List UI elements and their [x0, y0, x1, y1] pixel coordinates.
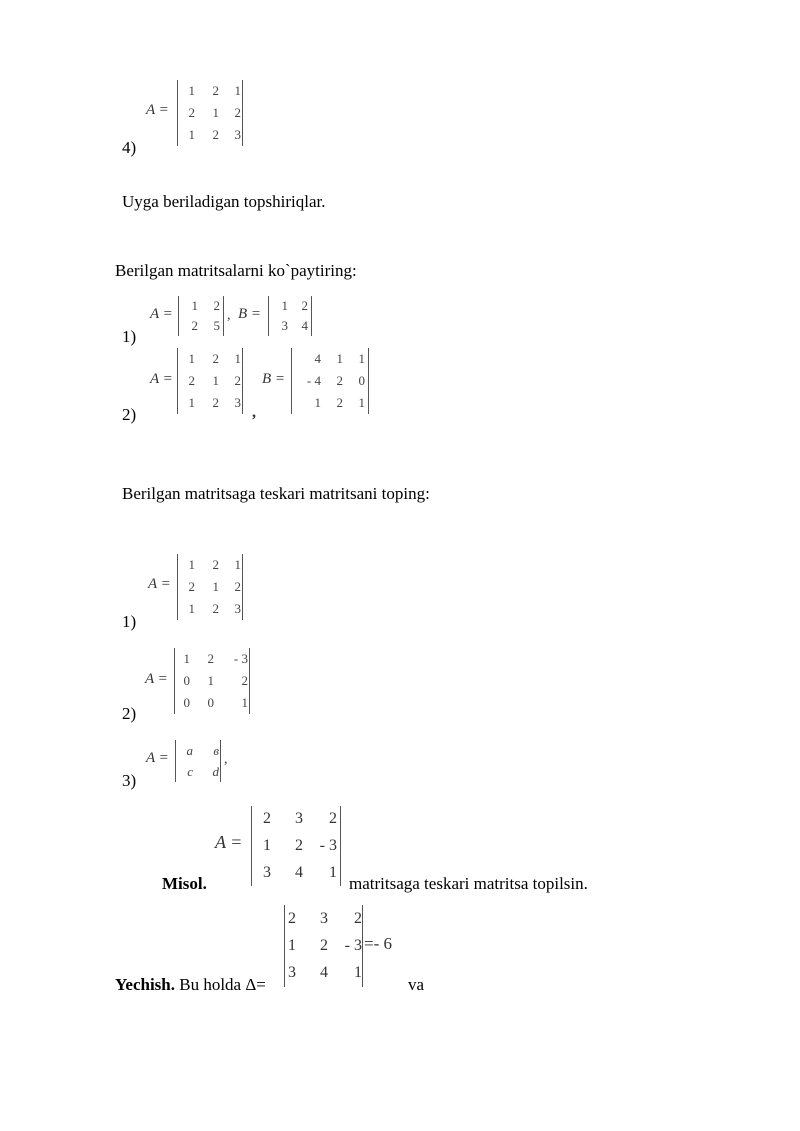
matrix-right-bar [220, 740, 221, 782]
example-label: Misol. [162, 874, 207, 893]
matrix-cell: 2 [188, 105, 195, 120]
item-label: 1) [122, 612, 137, 631]
matrix-cell: 1 [314, 395, 321, 410]
matrix-grid [291, 348, 369, 414]
matrix-cell: 1 [358, 395, 365, 410]
matrix-grid [177, 80, 243, 146]
matrix-cell: 2 [188, 579, 195, 594]
matrix-grid [178, 296, 224, 336]
matrix-cell: 2 [234, 579, 241, 594]
matrix-cell: 5 [213, 318, 220, 333]
matrix-cell: 2 [188, 373, 195, 388]
matrix-cell: 1 [188, 557, 195, 572]
matrix-lhs: A = [215, 832, 243, 852]
matrix-cell: 4 [301, 318, 308, 333]
matrix-grid [251, 806, 341, 886]
matrix-cell: 1 [183, 651, 190, 666]
matrix-grid [177, 348, 243, 414]
matrix-cell: 1 [207, 673, 214, 688]
matrix-cell: - 3 [344, 936, 362, 954]
item-label: 4) [122, 138, 137, 157]
matrix-grid [284, 905, 363, 987]
matrix-cell: 0 [358, 373, 365, 388]
matrix-grid [175, 740, 221, 782]
section-heading: Uyga beriladigan topshiriqlar. [122, 192, 326, 211]
matrix-b [291, 348, 369, 414]
matrix-a [178, 296, 224, 336]
matrix-left-bar [284, 905, 285, 987]
matrix-lhs: A = [148, 576, 171, 592]
matrix-cell: 3 [234, 395, 241, 410]
matrix-left-bar [177, 554, 178, 620]
matrix-cell: 3 [234, 601, 241, 616]
separator: , [227, 308, 231, 323]
matrix-lhs: A = [150, 306, 173, 322]
matrix-cell: 0 [183, 695, 190, 710]
matrix-cell: a [186, 742, 193, 758]
matrix-cell: 1 [263, 836, 271, 854]
solution-label: Yechish. [115, 975, 175, 994]
matrix-lhs: A = [146, 750, 169, 766]
matrix-grid [268, 296, 312, 336]
matrix-a [175, 740, 221, 782]
matrix-cell: 2 [234, 373, 241, 388]
matrix-cell: 3 [320, 909, 328, 927]
matrix-cell: 2 [212, 395, 219, 410]
separator: , [252, 404, 256, 421]
matrix-left-bar [268, 296, 269, 336]
matrix-cell: 1 [212, 579, 219, 594]
matrix-cell: d [212, 763, 219, 779]
section-heading: Berilgan matritsaga teskari matritsani toping: [122, 484, 430, 503]
matrix-right-bar [223, 296, 224, 336]
matrix-right-bar [362, 905, 363, 987]
matrix-lhs: A = [150, 371, 173, 387]
matrix-right-bar [368, 348, 369, 414]
matrix-cell: 2 [207, 651, 214, 666]
solution-line [115, 975, 266, 995]
matrix-cell: 1 [212, 105, 219, 120]
item-label: 1) [122, 327, 137, 346]
matrix-cell: 2 [336, 395, 343, 410]
matrix-cell: - 3 [319, 836, 337, 854]
matrix-cell: 0 [207, 695, 214, 710]
item-label: 2) [122, 405, 137, 424]
matrix-cell: 2 [288, 909, 296, 927]
determinant-value: =- 6 [364, 934, 392, 953]
matrix-cell: 3 [295, 810, 303, 828]
matrix-cell: 2 [212, 351, 219, 366]
matrix-cell: 2 [212, 127, 219, 142]
matrix-right-bar [311, 296, 312, 336]
matrix-cell: 2 [295, 836, 303, 854]
matrix-cell: 1 [354, 964, 362, 982]
matrix-cell: 2 [320, 936, 328, 954]
matrix-cell: 1 [329, 863, 337, 881]
matrix-cell: 1 [188, 395, 195, 410]
separator: , [224, 752, 228, 767]
matrix-cell: 3 [281, 318, 288, 333]
matrix-right-bar [249, 648, 250, 714]
matrix-cell: 1 [191, 298, 198, 313]
matrix-left-bar [251, 806, 252, 886]
matrix-cell: 1 [212, 373, 219, 388]
matrix-cell: 1 [234, 83, 241, 98]
matrix-left-bar [175, 740, 176, 782]
matrix-cell: 2 [212, 601, 219, 616]
matrix-lhs: B = [238, 306, 262, 322]
matrix-a [177, 554, 243, 620]
matrix-cell: 1 [188, 83, 195, 98]
matrix-left-bar [174, 648, 175, 714]
matrix-cell: c [187, 763, 193, 779]
solution-text: Bu holda Δ= [179, 975, 266, 994]
matrix-cell: 2 [336, 373, 343, 388]
matrix-left-bar [291, 348, 292, 414]
matrix-cell: 2 [301, 298, 308, 313]
matrix-cell: в [213, 742, 219, 758]
matrix-cell: 1 [358, 351, 365, 366]
matrix-a [174, 648, 250, 714]
matrix-cell: 1 [288, 936, 296, 954]
solution-tail: va [408, 975, 425, 994]
matrix-cell: - 3 [233, 651, 248, 666]
matrix-right-bar [242, 554, 243, 620]
matrix-lhs: B = [262, 371, 286, 387]
determinant-matrix [284, 905, 363, 987]
matrix-cell: 3 [288, 964, 296, 982]
matrix-left-bar [177, 348, 178, 414]
matrix-cell: 2 [212, 557, 219, 572]
matrix-cell: 3 [263, 863, 271, 881]
matrix-a [177, 348, 243, 414]
matrix-b [268, 296, 312, 336]
matrix-right-bar [340, 806, 341, 886]
matrix-cell: 1 [234, 351, 241, 366]
matrix-cell: 2 [191, 318, 198, 333]
matrix-grid [174, 648, 250, 714]
matrix-a [177, 80, 243, 146]
matrix-lhs: A = [146, 102, 169, 118]
matrix-left-bar [177, 80, 178, 146]
matrix-cell: - 4 [306, 373, 321, 388]
matrix-right-bar [242, 348, 243, 414]
matrix-cell: 2 [234, 105, 241, 120]
matrix-cell: 2 [354, 909, 362, 927]
matrix-cell: 1 [241, 695, 248, 710]
matrix-right-bar [242, 80, 243, 146]
matrix-cell: 2 [263, 810, 271, 828]
item-label: 2) [122, 704, 137, 723]
matrix-cell: 1 [188, 601, 195, 616]
matrix-cell: 2 [213, 298, 220, 313]
matrix-left-bar [178, 296, 179, 336]
matrix-cell: 1 [336, 351, 343, 366]
matrix-cell: 2 [329, 810, 337, 828]
matrix-grid [177, 554, 243, 620]
matrix-cell: 4 [295, 863, 303, 881]
item-label: 3) [122, 771, 137, 790]
matrix-cell: 1 [188, 127, 195, 142]
matrix-a [251, 806, 341, 886]
matrix-cell: 3 [234, 127, 241, 142]
matrix-cell: 2 [212, 83, 219, 98]
matrix-cell: 4 [314, 351, 321, 366]
matrix-cell: 1 [234, 557, 241, 572]
matrix-cell: 2 [241, 673, 248, 688]
example-text: matritsaga teskari matritsa topilsin. [349, 874, 588, 893]
matrix-cell: 1 [281, 298, 288, 313]
matrix-cell: 4 [320, 964, 328, 982]
matrix-cell: 1 [188, 351, 195, 366]
matrix-cell: 0 [183, 673, 190, 688]
section-heading: Berilgan matritsalarni ko`paytiring: [115, 261, 357, 280]
matrix-lhs: A = [145, 671, 168, 687]
